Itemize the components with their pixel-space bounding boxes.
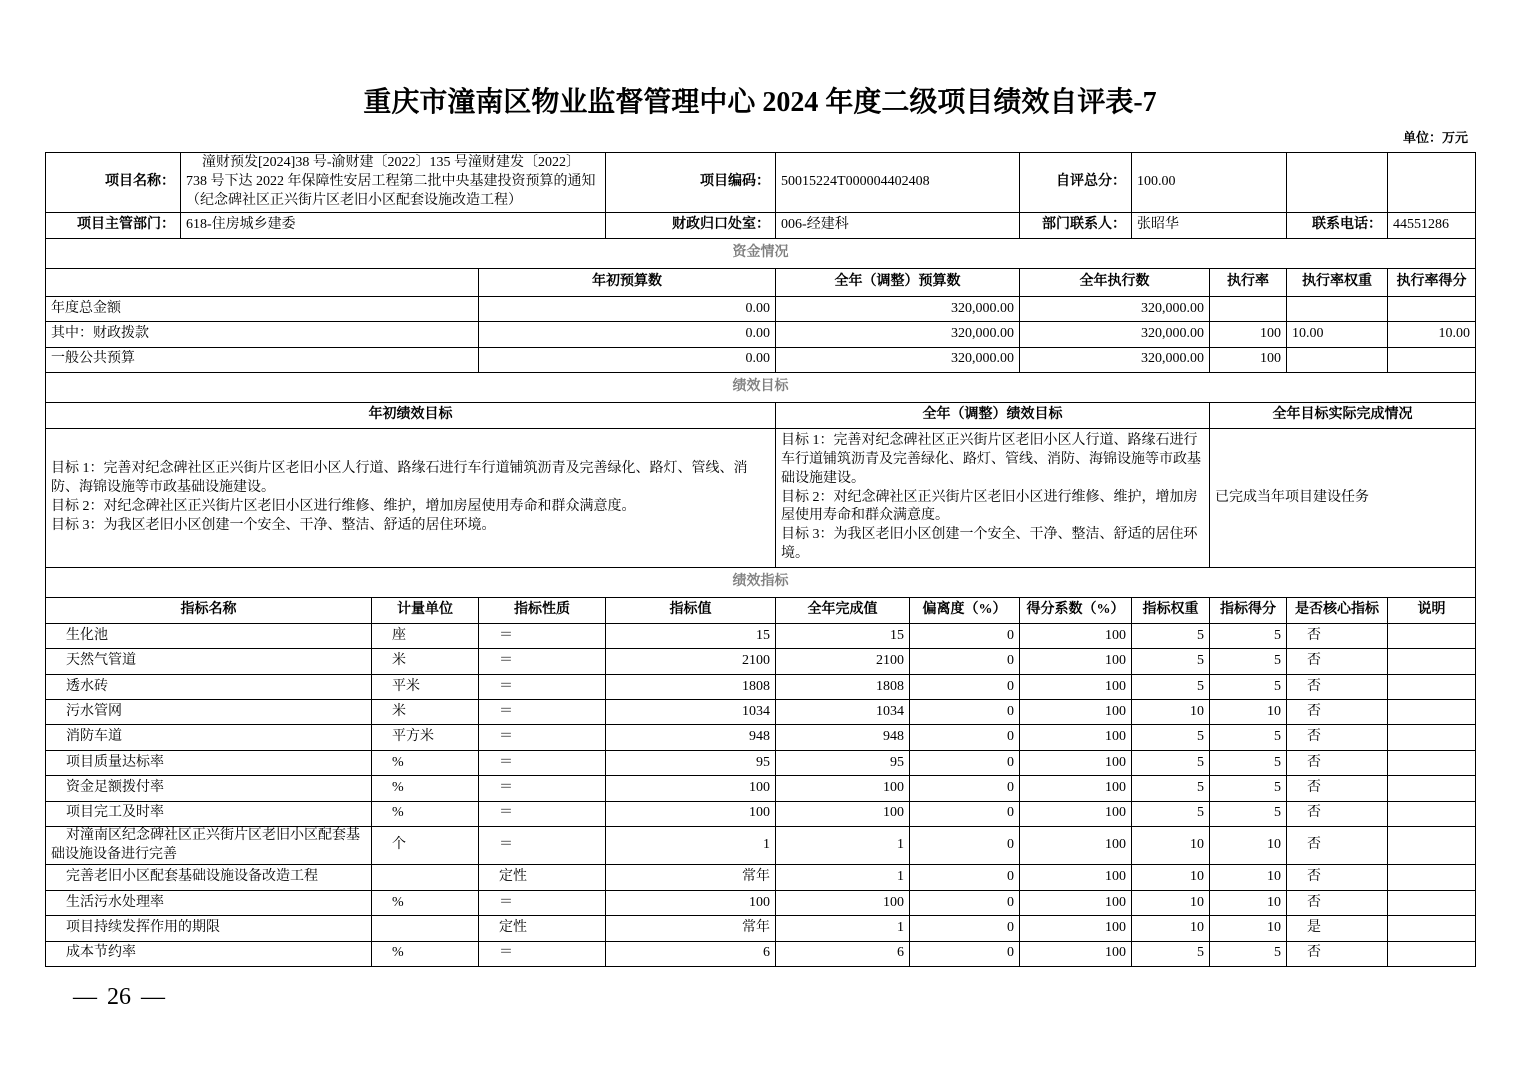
indicator-target-value: 1 bbox=[606, 827, 776, 865]
indicator-actual-value: 95 bbox=[776, 750, 910, 775]
target-item: 目标 3：为我区老旧小区创建一个安全、干净、整洁、舒适的居住环境。 bbox=[51, 517, 496, 533]
indicator-nature: ＝ bbox=[479, 801, 606, 826]
fund-execution-rate: 100 bbox=[1210, 322, 1287, 347]
indicator-actual-value: 1808 bbox=[776, 674, 910, 699]
indicator-target-value: 100 bbox=[606, 890, 776, 915]
indicator-score-coefficient: 100 bbox=[1020, 623, 1132, 648]
indicator-nature: 定性 bbox=[479, 865, 606, 890]
actual-completion: 已完成当年项目建设任务 bbox=[1210, 428, 1476, 567]
indicator-name: 天然气管道 bbox=[46, 649, 372, 674]
indicator-score-coefficient: 100 bbox=[1020, 801, 1132, 826]
indicator-is-core: 否 bbox=[1287, 725, 1388, 750]
indicator-actual-value: 1034 bbox=[776, 700, 910, 725]
indicators-header-row bbox=[46, 597, 1476, 623]
indicator-score-coefficient: 100 bbox=[1020, 941, 1132, 966]
evaluation-table bbox=[45, 152, 1476, 967]
project-name-label: 项目名称： bbox=[46, 153, 181, 213]
indicator-is-core: 否 bbox=[1287, 801, 1388, 826]
fund-execution-rate bbox=[1210, 297, 1287, 322]
funds-section-title: 资金情况 bbox=[46, 239, 1476, 269]
finance-office: 006-经建科 bbox=[776, 213, 1020, 239]
indicator-actual-value: 100 bbox=[776, 890, 910, 915]
indicator-is-core: 否 bbox=[1287, 700, 1388, 725]
phone-number: 44551286 bbox=[1388, 213, 1476, 239]
header-initial-budget: 年初预算数 bbox=[479, 269, 776, 297]
indicator-actual-value: 100 bbox=[776, 801, 910, 826]
page-number: — 26 — bbox=[73, 984, 165, 1010]
indicator-note bbox=[1388, 776, 1476, 801]
indicator-note bbox=[1388, 674, 1476, 699]
indicator-unit: 个 bbox=[372, 827, 479, 865]
indicator-score: 5 bbox=[1210, 674, 1287, 699]
indicator-nature: ＝ bbox=[479, 700, 606, 725]
indicator-score: 5 bbox=[1210, 649, 1287, 674]
header-initial-targets: 年初绩效目标 bbox=[46, 402, 776, 428]
indicator-nature: ＝ bbox=[479, 750, 606, 775]
indicator-is-core: 否 bbox=[1287, 750, 1388, 775]
project-code-label: 项目编码： bbox=[606, 153, 776, 213]
fund-initial-budget: 0.00 bbox=[479, 322, 776, 347]
funds-header-row bbox=[46, 269, 1476, 297]
indicator-weight: 5 bbox=[1132, 649, 1210, 674]
indicator-nature: ＝ bbox=[479, 649, 606, 674]
indicator-note bbox=[1388, 700, 1476, 725]
indicator-note bbox=[1388, 916, 1476, 941]
indicator-deviation: 0 bbox=[910, 649, 1020, 674]
indicator-unit: % bbox=[372, 890, 479, 915]
fund-adjusted-budget: 320,000.00 bbox=[776, 297, 1020, 322]
department-label: 项目主管部门： bbox=[46, 213, 181, 239]
adjusted-targets bbox=[776, 428, 1210, 567]
indicator-deviation: 0 bbox=[910, 725, 1020, 750]
fund-executed: 320,000.00 bbox=[1020, 322, 1210, 347]
indicator-deviation: 0 bbox=[910, 827, 1020, 865]
header-deviation: 偏离度（%） bbox=[910, 597, 1020, 623]
header-score: 指标得分 bbox=[1210, 597, 1287, 623]
indicator-weight: 5 bbox=[1132, 674, 1210, 699]
indicator-row bbox=[46, 700, 1476, 725]
header-target-value: 指标值 bbox=[606, 597, 776, 623]
header-note: 说明 bbox=[1388, 597, 1476, 623]
indicator-actual-value: 948 bbox=[776, 725, 910, 750]
info-row-project bbox=[46, 153, 1476, 213]
indicator-score: 10 bbox=[1210, 827, 1287, 865]
indicator-score-coefficient: 100 bbox=[1020, 750, 1132, 775]
indicator-weight: 5 bbox=[1132, 941, 1210, 966]
indicator-deviation: 0 bbox=[910, 674, 1020, 699]
indicator-weight: 5 bbox=[1132, 623, 1210, 648]
indicator-name: 项目质量达标率 bbox=[46, 750, 372, 775]
fund-executed: 320,000.00 bbox=[1020, 297, 1210, 322]
indicator-deviation: 0 bbox=[910, 750, 1020, 775]
fund-row bbox=[46, 322, 1476, 347]
fund-item-name: 其中：财政拨款 bbox=[46, 322, 479, 347]
fund-rate-score bbox=[1388, 297, 1476, 322]
target-item: 目标 2：对纪念碑社区正兴街片区老旧小区进行维修、维护，增加房屋使用寿命和群众满意度。 bbox=[51, 498, 636, 514]
indicator-note bbox=[1388, 725, 1476, 750]
indicator-row bbox=[46, 750, 1476, 775]
indicator-score-coefficient: 100 bbox=[1020, 674, 1132, 699]
indicator-weight: 10 bbox=[1132, 890, 1210, 915]
indicator-row bbox=[46, 941, 1476, 966]
indicator-score-coefficient: 100 bbox=[1020, 916, 1132, 941]
initial-targets bbox=[46, 428, 776, 567]
contact-person: 张昭华 bbox=[1132, 213, 1287, 239]
indicator-deviation: 0 bbox=[910, 865, 1020, 890]
fund-initial-budget: 0.00 bbox=[479, 347, 776, 372]
indicator-unit: % bbox=[372, 801, 479, 826]
indicator-score-coefficient: 100 bbox=[1020, 827, 1132, 865]
unit-label: 单位：万元 bbox=[1402, 130, 1468, 145]
indicator-actual-value: 1 bbox=[776, 865, 910, 890]
indicator-deviation: 0 bbox=[910, 700, 1020, 725]
header-weight: 指标权重 bbox=[1132, 597, 1210, 623]
indicator-weight: 5 bbox=[1132, 725, 1210, 750]
indicator-score-coefficient: 100 bbox=[1020, 725, 1132, 750]
header-nature: 指标性质 bbox=[479, 597, 606, 623]
indicator-nature: ＝ bbox=[479, 890, 606, 915]
header-executed: 全年执行数 bbox=[1020, 269, 1210, 297]
indicator-is-core: 否 bbox=[1287, 776, 1388, 801]
indicator-weight: 10 bbox=[1132, 827, 1210, 865]
indicator-name: 项目完工及时率 bbox=[46, 801, 372, 826]
fund-adjusted-budget: 320,000.00 bbox=[776, 322, 1020, 347]
indicator-nature: ＝ bbox=[479, 827, 606, 865]
header-is-core: 是否核心指标 bbox=[1287, 597, 1388, 623]
indicator-is-core: 否 bbox=[1287, 890, 1388, 915]
indicator-is-core: 否 bbox=[1287, 623, 1388, 648]
indicator-is-core: 否 bbox=[1287, 865, 1388, 890]
fund-rate-weight bbox=[1287, 297, 1388, 322]
indicator-row bbox=[46, 801, 1476, 826]
blank-cell bbox=[1287, 153, 1388, 213]
indicator-deviation: 0 bbox=[910, 890, 1020, 915]
indicator-weight: 10 bbox=[1132, 700, 1210, 725]
target-item: 目标 1：完善对纪念碑社区正兴街片区老旧小区人行道、路缘石进行车行道铺筑沥青及完善绿化、路灯、管线、消防、海锦设施等市政基础设施建设。 bbox=[781, 433, 1202, 486]
indicator-target-value: 常年 bbox=[606, 865, 776, 890]
indicator-nature: 定性 bbox=[479, 916, 606, 941]
document-title: 重庆市潼南区物业监督管理中心 2024 年度二级项目绩效自评表-7 bbox=[363, 87, 1157, 118]
indicator-actual-value: 6 bbox=[776, 941, 910, 966]
indicator-weight: 5 bbox=[1132, 750, 1210, 775]
indicator-unit: 平方米 bbox=[372, 725, 479, 750]
indicator-actual-value: 1 bbox=[776, 916, 910, 941]
indicator-name: 透水砖 bbox=[46, 674, 372, 699]
fund-initial-budget: 0.00 bbox=[479, 297, 776, 322]
indicator-note bbox=[1388, 890, 1476, 915]
fund-executed: 320,000.00 bbox=[1020, 347, 1210, 372]
indicator-actual-value: 2100 bbox=[776, 649, 910, 674]
indicator-unit: 座 bbox=[372, 623, 479, 648]
indicator-deviation: 0 bbox=[910, 916, 1020, 941]
indicator-weight: 10 bbox=[1132, 865, 1210, 890]
indicator-note bbox=[1388, 865, 1476, 890]
indicator-target-value: 100 bbox=[606, 776, 776, 801]
indicator-score: 5 bbox=[1210, 941, 1287, 966]
department: 618-住房城乡建委 bbox=[181, 213, 606, 239]
indicator-target-value: 常年 bbox=[606, 916, 776, 941]
header-actual-completion: 全年目标实际完成情况 bbox=[1210, 402, 1476, 428]
indicator-name: 完善老旧小区配套基础设施设备改造工程 bbox=[46, 865, 372, 890]
fund-item-name: 一般公共预算 bbox=[46, 347, 479, 372]
indicator-nature: ＝ bbox=[479, 623, 606, 648]
indicator-is-core: 否 bbox=[1287, 674, 1388, 699]
indicator-score-coefficient: 100 bbox=[1020, 776, 1132, 801]
indicator-deviation: 0 bbox=[910, 941, 1020, 966]
indicator-score: 5 bbox=[1210, 776, 1287, 801]
indicator-row bbox=[46, 649, 1476, 674]
header-unit: 计量单位 bbox=[372, 597, 479, 623]
indicator-note bbox=[1388, 649, 1476, 674]
indicator-name: 对潼南区纪念碑社区正兴街片区老旧小区配套基础设施设备进行完善 bbox=[46, 827, 372, 865]
indicator-unit: 平米 bbox=[372, 674, 479, 699]
indicator-name: 污水管网 bbox=[46, 700, 372, 725]
fund-adjusted-budget: 320,000.00 bbox=[776, 347, 1020, 372]
targets-section-title: 绩效目标 bbox=[46, 372, 1476, 402]
indicator-row bbox=[46, 890, 1476, 915]
indicator-score-coefficient: 100 bbox=[1020, 865, 1132, 890]
self-score: 100.00 bbox=[1132, 153, 1287, 213]
indicator-unit bbox=[372, 916, 479, 941]
indicator-actual-value: 100 bbox=[776, 776, 910, 801]
indicator-actual-value: 1 bbox=[776, 827, 910, 865]
indicator-row bbox=[46, 674, 1476, 699]
indicator-target-value: 15 bbox=[606, 623, 776, 648]
indicator-deviation: 0 bbox=[910, 801, 1020, 826]
indicator-unit: % bbox=[372, 750, 479, 775]
indicator-score-coefficient: 100 bbox=[1020, 700, 1132, 725]
info-row-department bbox=[46, 213, 1476, 239]
indicator-name: 生化池 bbox=[46, 623, 372, 648]
indicator-weight: 5 bbox=[1132, 776, 1210, 801]
indicator-name: 资金足额拨付率 bbox=[46, 776, 372, 801]
fund-rate-score: 10.00 bbox=[1388, 322, 1476, 347]
indicator-row bbox=[46, 623, 1476, 648]
finance-office-label: 财政归口处室： bbox=[606, 213, 776, 239]
self-score-label: 自评总分： bbox=[1020, 153, 1132, 213]
project-name: 潼财预发[2024]38 号-渝财建〔2022〕135 号潼财建发〔2022〕738 号下达 2022 年保障性安居工程第二批中央基建投资预算的通知（纪念碑社区正兴街片区老旧小区配套设施改造工程） bbox=[181, 153, 606, 213]
indicator-name: 成本节约率 bbox=[46, 941, 372, 966]
indicators-section-row bbox=[46, 567, 1476, 597]
indicator-row bbox=[46, 865, 1476, 890]
fund-execution-rate: 100 bbox=[1210, 347, 1287, 372]
phone-label: 联系电话： bbox=[1287, 213, 1388, 239]
indicator-score: 5 bbox=[1210, 801, 1287, 826]
indicator-target-value: 1034 bbox=[606, 700, 776, 725]
targets-section-row bbox=[46, 372, 1476, 402]
indicator-weight: 5 bbox=[1132, 801, 1210, 826]
fund-rate-score bbox=[1388, 347, 1476, 372]
indicator-nature: ＝ bbox=[479, 776, 606, 801]
indicator-nature: ＝ bbox=[479, 725, 606, 750]
indicator-note bbox=[1388, 801, 1476, 826]
blank-cell bbox=[1388, 153, 1476, 213]
indicator-note bbox=[1388, 750, 1476, 775]
indicator-score: 5 bbox=[1210, 725, 1287, 750]
indicator-name: 消防车道 bbox=[46, 725, 372, 750]
targets-body-row bbox=[46, 428, 1476, 567]
indicator-row bbox=[46, 916, 1476, 941]
indicator-note bbox=[1388, 623, 1476, 648]
indicator-weight: 10 bbox=[1132, 916, 1210, 941]
indicator-nature: ＝ bbox=[479, 941, 606, 966]
indicator-deviation: 0 bbox=[910, 776, 1020, 801]
indicator-unit: 米 bbox=[372, 649, 479, 674]
indicator-score: 10 bbox=[1210, 700, 1287, 725]
fund-rate-weight bbox=[1287, 347, 1388, 372]
indicator-target-value: 2100 bbox=[606, 649, 776, 674]
blank-cell bbox=[46, 269, 479, 297]
indicator-row bbox=[46, 725, 1476, 750]
indicator-target-value: 100 bbox=[606, 801, 776, 826]
indicator-actual-value: 15 bbox=[776, 623, 910, 648]
indicator-is-core: 否 bbox=[1287, 649, 1388, 674]
header-adjusted-targets: 全年（调整）绩效目标 bbox=[776, 402, 1210, 428]
fund-row bbox=[46, 347, 1476, 372]
indicator-name: 项目持续发挥作用的期限 bbox=[46, 916, 372, 941]
header-rate-weight: 执行率权重 bbox=[1287, 269, 1388, 297]
header-actual-value: 全年完成值 bbox=[776, 597, 910, 623]
indicator-unit: % bbox=[372, 776, 479, 801]
target-item: 目标 2：对纪念碑社区正兴街片区老旧小区进行维修、维护，增加房屋使用寿命和群众满意度。 bbox=[781, 489, 1198, 524]
indicator-score-coefficient: 100 bbox=[1020, 649, 1132, 674]
target-item: 目标 3：为我区老旧小区创建一个安全、干净、整洁、舒适的居住环境。 bbox=[781, 526, 1198, 561]
indicator-is-core: 否 bbox=[1287, 827, 1388, 865]
indicator-target-value: 1808 bbox=[606, 674, 776, 699]
indicator-target-value: 95 bbox=[606, 750, 776, 775]
indicator-score: 10 bbox=[1210, 865, 1287, 890]
target-item: 目标 1：完善对纪念碑社区正兴街片区老旧小区人行道、路缘石进行车行道铺筑沥青及完善绿化、路灯、管线、消防、海锦设施等市政基础设施建设。 bbox=[51, 461, 748, 496]
indicator-row bbox=[46, 776, 1476, 801]
indicator-score: 10 bbox=[1210, 916, 1287, 941]
targets-header-row bbox=[46, 402, 1476, 428]
indicator-is-core: 否 bbox=[1287, 941, 1388, 966]
indicators-section-title: 绩效指标 bbox=[46, 567, 1476, 597]
header-adjusted-budget: 全年（调整）预算数 bbox=[776, 269, 1020, 297]
indicator-target-value: 6 bbox=[606, 941, 776, 966]
fund-item-name: 年度总金额 bbox=[46, 297, 479, 322]
contact-label: 部门联系人： bbox=[1020, 213, 1132, 239]
indicator-row bbox=[46, 827, 1476, 865]
header-indicator-name: 指标名称 bbox=[46, 597, 372, 623]
fund-rate-weight: 10.00 bbox=[1287, 322, 1388, 347]
indicator-unit: % bbox=[372, 941, 479, 966]
indicator-target-value: 948 bbox=[606, 725, 776, 750]
indicator-note bbox=[1388, 827, 1476, 865]
indicator-score: 5 bbox=[1210, 623, 1287, 648]
indicator-nature: ＝ bbox=[479, 674, 606, 699]
header-score-coefficient: 得分系数（%） bbox=[1020, 597, 1132, 623]
indicator-unit: 米 bbox=[372, 700, 479, 725]
fund-row bbox=[46, 297, 1476, 322]
indicator-note bbox=[1388, 941, 1476, 966]
indicator-unit bbox=[372, 865, 479, 890]
indicator-score-coefficient: 100 bbox=[1020, 890, 1132, 915]
indicator-score: 10 bbox=[1210, 890, 1287, 915]
indicator-is-core: 是 bbox=[1287, 916, 1388, 941]
indicator-deviation: 0 bbox=[910, 623, 1020, 648]
project-code: 50015224T000004402408 bbox=[776, 153, 1020, 213]
indicator-score: 5 bbox=[1210, 750, 1287, 775]
header-execution-rate: 执行率 bbox=[1210, 269, 1287, 297]
header-rate-score: 执行率得分 bbox=[1388, 269, 1476, 297]
indicator-name: 生活污水处理率 bbox=[46, 890, 372, 915]
funds-section-row bbox=[46, 239, 1476, 269]
